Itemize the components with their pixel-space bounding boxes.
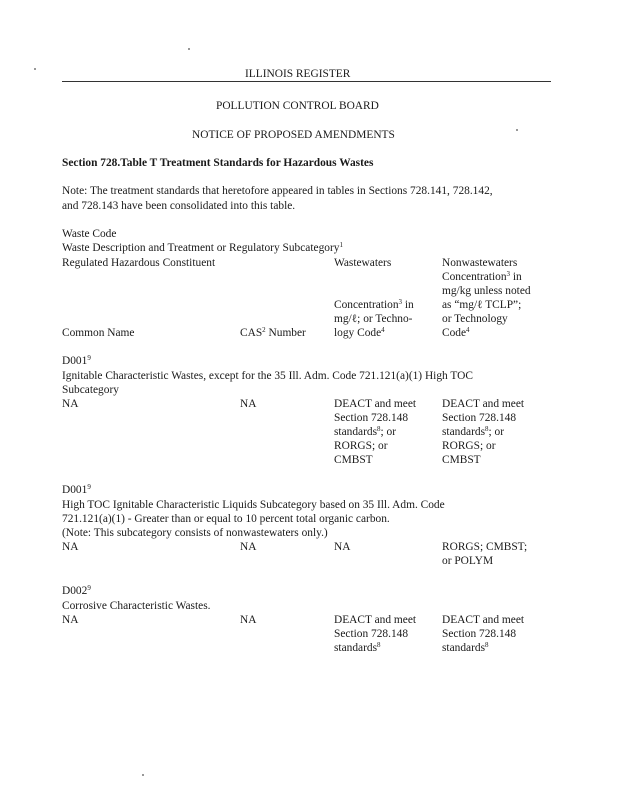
scan-speck — [34, 68, 36, 70]
wastewater-standard: RORGS; or — [334, 440, 388, 452]
header-ww-code: logy Code$^4$ — [334, 326, 385, 339]
waste-description: High TOC Ignitable Characteristic Liquids Subcategory based on 35 Ill. Adm. Code — [62, 499, 445, 511]
wastewater-standard: DEACT and meet — [334, 398, 417, 410]
scan-speck — [142, 774, 144, 776]
header-waste-description: Waste Description and Treatment or Regulatory Subcategory$^1$ — [62, 241, 343, 254]
header-ww-units: mg/ℓ; or Techno- — [334, 313, 413, 325]
header-nonww-concentration: Concentration$^3$ in — [442, 270, 522, 283]
nonwastewater-standard: DEACT and meet — [442, 614, 525, 626]
nonwastewater-standard: RORGS; or — [442, 440, 496, 452]
header-wastewaters: Wastewaters — [334, 257, 392, 269]
header-nonww-technology: or Technology — [442, 313, 508, 325]
nonwastewater-standard: or POLYM — [442, 555, 494, 567]
notice-title: NOTICE OF PROPOSED AMENDMENTS — [192, 129, 395, 141]
waste-description-note: (Note: This subcategory consists of nonwastewaters only.) — [62, 527, 328, 539]
nonwastewater-standard: Section 728.148 — [442, 412, 517, 424]
note-line-2: and 728.143 have been consolidated into this table. — [62, 200, 296, 212]
header-waste-code: Waste Code — [62, 228, 117, 240]
wastewater-standard: CMBST — [334, 454, 373, 466]
header-cas-number: CAS$^2$ Number — [240, 326, 306, 339]
header-nonww-units: mg/kg unless noted — [442, 285, 531, 297]
scan-speck — [188, 48, 190, 50]
wastewater-standard: DEACT and meet — [334, 614, 417, 626]
nonwastewater-standard: RORGS; CMBST; — [442, 541, 528, 553]
wastewater-standard: standards$^8$; or — [334, 425, 397, 438]
header-common-name: Common Name — [62, 327, 135, 339]
nonwastewater-standard: standards$^8$; or — [442, 425, 505, 438]
waste-description: Ignitable Characteristic Wastes, except for the 35 Ill. Adm. Code 721.121(a)(1) High TOC — [62, 370, 473, 382]
cas-number-cell: NA — [240, 398, 257, 410]
common-name-cell: NA — [62, 541, 79, 553]
header-nonwastewaters: Nonwastewaters — [442, 257, 518, 269]
waste-code-d001: $D001^9$ — [62, 354, 91, 367]
wastewater-standard: Section 728.148 — [334, 628, 409, 640]
header-rule — [62, 81, 551, 82]
nonwastewater-standard: DEACT and meet — [442, 398, 525, 410]
common-name-cell: NA — [62, 614, 79, 626]
scan-speck — [516, 129, 518, 131]
nonwastewater-standard: Section 728.148 — [442, 628, 517, 640]
waste-code-d002: $D002^9$ — [62, 584, 91, 597]
board-title: POLLUTION CONTROL BOARD — [216, 100, 379, 112]
header-regulated-constituent: Regulated Hazardous Constituent — [62, 257, 216, 269]
nonwastewater-standard: standards$^8$ — [442, 641, 489, 654]
cas-number-cell: NA — [240, 614, 257, 626]
waste-description: Subcategory — [62, 384, 119, 396]
header-ww-concentration: Concentration$^3$ in — [334, 298, 414, 311]
wastewater-standard: standards$^8$ — [334, 641, 381, 654]
waste-description: 721.121(a)(1) - Greater than or equal to 10 percent total organic carbon. — [62, 513, 390, 525]
cas-number-cell: NA — [240, 541, 257, 553]
waste-code-d001: $D001^9$ — [62, 483, 91, 496]
nonwastewater-standard: CMBST — [442, 454, 481, 466]
header-nonww-code: Code$^4$ — [442, 326, 470, 339]
wastewater-standard: NA — [334, 541, 351, 553]
register-title: ILLINOIS REGISTER — [245, 68, 351, 80]
note-line-1: Note: The treatment standards that heretofore appeared in tables in Sections 728.141, 728.142, — [62, 185, 493, 197]
waste-description: Corrosive Characteristic Wastes. — [62, 600, 211, 612]
header-nonww-tclp: as “mg/ℓ TCLP”; — [442, 299, 522, 311]
common-name-cell: NA — [62, 398, 79, 410]
wastewater-standard: Section 728.148 — [334, 412, 409, 424]
section-title: Section 728.Table T Treatment Standards for Hazardous Wastes — [62, 157, 374, 169]
